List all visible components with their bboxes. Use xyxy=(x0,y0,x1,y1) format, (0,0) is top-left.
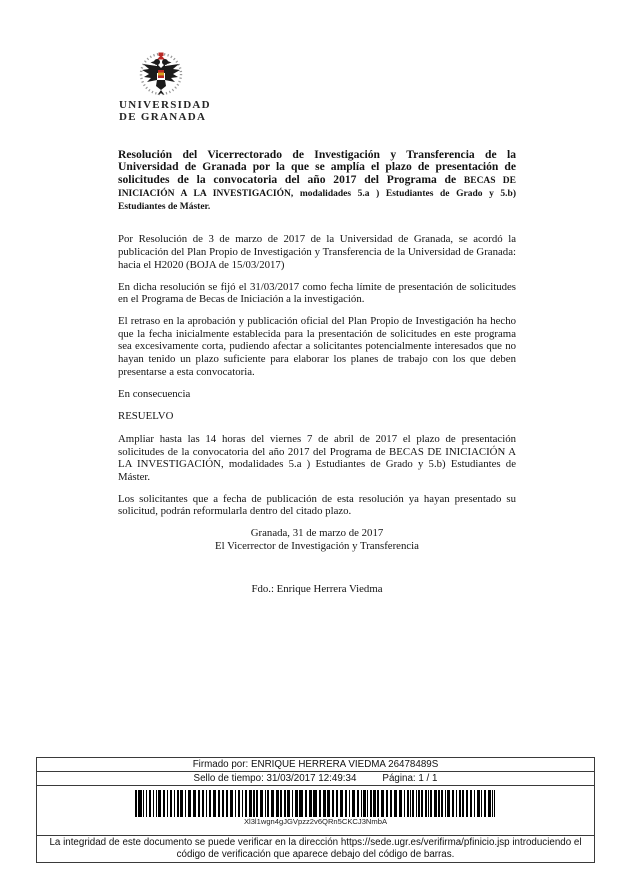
ugr-logo xyxy=(119,52,211,123)
verification-notice: La integridad de este documento se puede verificar en la dirección https://sede.ugr.es/verifirma/pfinicio.jsp introduciendo el código de verificación que aparece debajo del código de barras. xyxy=(49,837,582,860)
signed-by-row xyxy=(37,758,594,772)
paragraph-3: El retraso en la aprobación y publicación oficial del Plan Propio de Investigación ha hecho que la fecha inicialmente establecida para la presentación de solicitudes en este programa sea excesivamente corta, pudiendo afectar a solicitantes potencialmente interesados que no hayan tenido un plazo suficiente para elaborar los planes de trabajo con los que deben presentarse a esta convocatoria. xyxy=(118,315,516,378)
paragraph-2: En dicha resolución se fijó el 31/03/2017 como fecha límite de presentación de solicitudes en el Programa de Becas de Iniciación a la investigación. xyxy=(118,280,516,306)
page-indicator: Página: 1 / 1 xyxy=(382,773,438,784)
signatory-role: El Vicerrector de Investigación y Transferencia xyxy=(215,539,419,552)
timestamp-row xyxy=(37,772,594,786)
barcode-box xyxy=(37,790,594,836)
document-title xyxy=(118,149,516,213)
barcode xyxy=(37,790,594,817)
consequence-line: En consecuencia xyxy=(118,387,191,400)
signed-by-text: Firmado por: ENRIQUE HERRERA VIEDMA 26478489S xyxy=(192,759,439,770)
place-date: Granada, 31 de marzo de 2017 xyxy=(250,527,384,540)
document-body xyxy=(118,149,516,595)
signature-line: Fdo.: Enrique Herrera Viedma xyxy=(251,583,383,596)
signature-block xyxy=(118,527,516,552)
resolution-heading: RESUELVO xyxy=(118,410,174,423)
resolution-paragraph-1: Ampliar hasta las 14 horas del viernes 7 de abril de 2017 el plazo de presentación solicitudes de la convocatoria del año 2017 del Programa de BECAS DE INICIACIÓN A LA INVESTIGACIÓN, modalidades 5.a ) Estudiantes de Grado y 5.b) Estudiantes de Máster. xyxy=(118,432,516,484)
timestamp-text: Sello de tiempo: 31/03/2017 12:49:34 xyxy=(193,773,357,784)
ugr-wordmark-line1: UNIVERSIDAD xyxy=(119,99,211,111)
document-title-emphasis: BECAS DE INICIACIÓN A LA INVESTIGACIÓN, modalidades 5.a ) Estudiantes de Grado y 5.b) Estudiantes de Máster. xyxy=(118,175,516,213)
resolution-paragraph-2: Los solicitantes que a fecha de publicación de esta resolución ya hayan presentado su solicitud, podrán reformularla dentro del citado plazo. xyxy=(118,492,516,518)
ugr-wordmark-line2: DE GRANADA xyxy=(119,110,207,123)
ugr-wordmark xyxy=(119,100,211,123)
signature-footer xyxy=(36,757,595,863)
ugr-coat-of-arms-icon xyxy=(137,52,185,98)
paragraph-1: Por Resolución de 3 de marzo de 2017 de la Universidad de Granada, se acordó la publicación del Plan Propio de Investigación y Transferencia de la Universidad de Granada: hacia el H2020 (BOJA de 15/03/2017) xyxy=(118,233,516,271)
verification-code: Xl3l1wgn4gJGVpzz2v6QRn5CKCJ3NmbA xyxy=(243,817,388,826)
document-title-main: Resolución del Vicerrectorado de Investigación y Transferencia de la Universidad de Granada por la que se amplía el plazo de presentación de solicitudes de la convocatoria del año 2017 del Programa de xyxy=(118,148,516,186)
